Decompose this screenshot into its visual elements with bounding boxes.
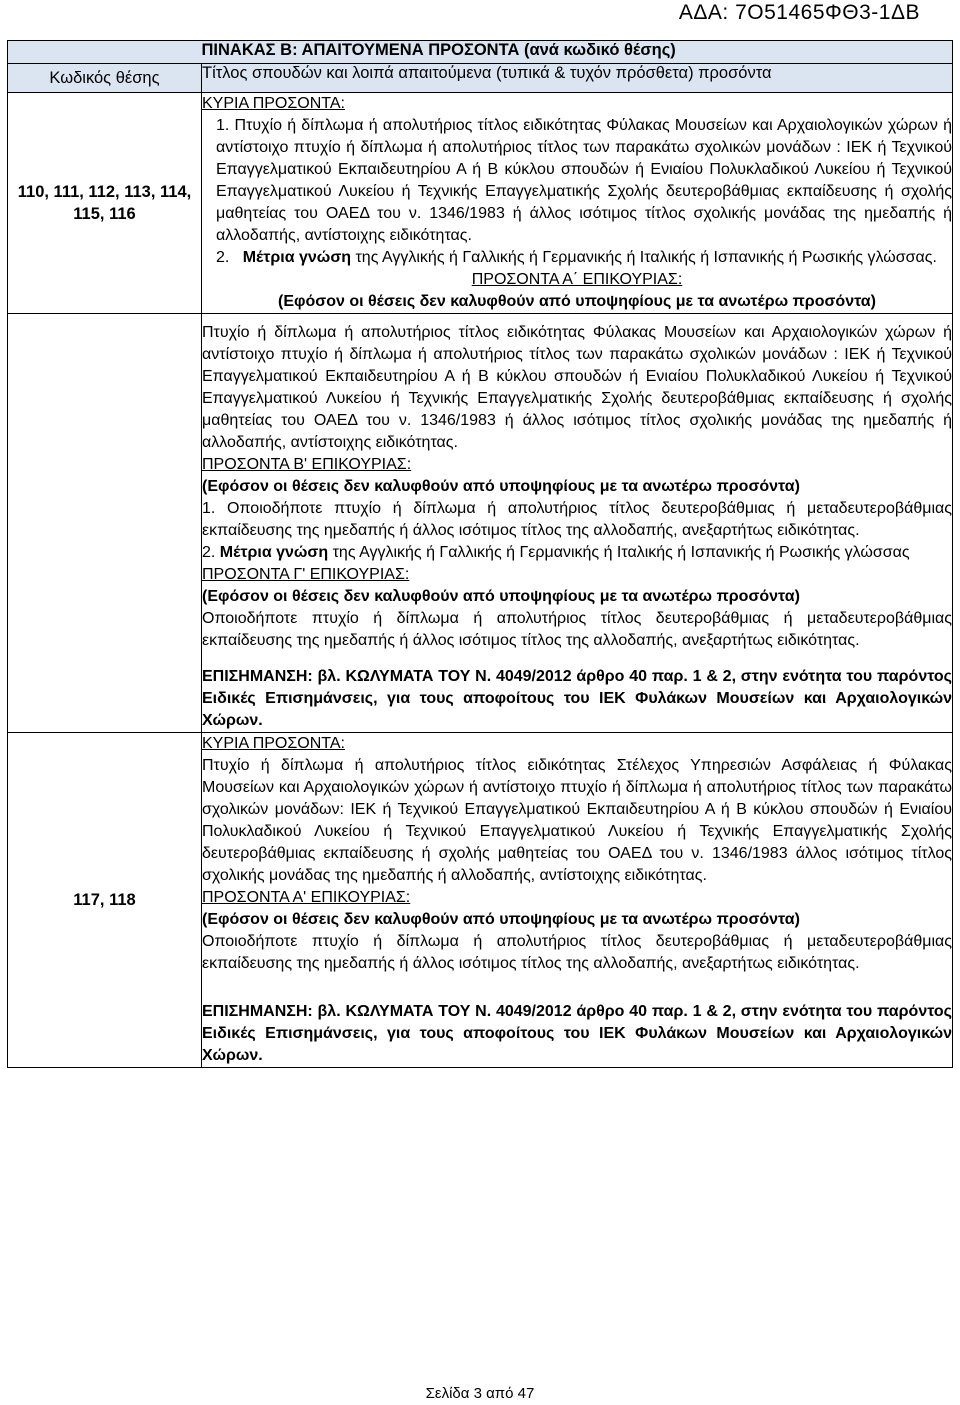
column-header-requirements: Τίτλος σπουδών και λοιπά απαιτούμενα (τυπικά & τυχόν πρόσθετα) προσόντα (202, 64, 953, 93)
table-row (8, 314, 953, 733)
requirements-cell (202, 314, 953, 733)
position-codes: 117, 118 (8, 733, 202, 1068)
aux-a-text: Πτυχίο ή δίπλωμα ή απολυτήριος τίτλος ειδικότητας Φύλακας Μουσείων και Αρχαιολογικών χώρων ή αντίστοιχο πτυχίο ή δίπλωμα ή απολυτήριος τίτλος των παρακάτω σχολικών μονάδων : ΙΕΚ ή Τεχνικού Επαγγελματικού Εκπαιδευτηρίου Α ή Β κύκλου σπουδών ή Ενιαίου Πολυκλαδικού Λυκείου ή Τεχνικού Επαγγελματικού Λυκείου ή Τεχνικής Επαγγελματικής Σχολής δευτεροβάθμιας εκπαίδευσης ή σχολής μαθητείας του ΟΑΕΔ του ν. 1346/1983 ή άλλος ισότιμος τίτλος σχολικής μονάδας της ημεδαπής ή αλλοδαπής, αντίστοιχης ειδικότητας. (202, 324, 952, 451)
notice: ΕΠΙΣΗΜΑΝΣΗ: βλ. ΚΩΛΥΜΑΤΑ ΤΟΥ Ν. 4049/2012 άρθρο 40 παρ. 1 & 2, στην ενότητα του παρόντος Ειδικές Επισημάνσεις, για τους αποφοίτους του ΙΕΚ Φυλάκων Μουσείων και Αρχαιολογικών Χώρων. (202, 1003, 952, 1064)
table-title-row (8, 41, 953, 64)
notice: ΕΠΙΣΗΜΑΝΣΗ: βλ. ΚΩΛΥΜΑΤΑ ΤΟΥ Ν. 4049/2012 άρθρο 40 παρ. 1 & 2, στην ενότητα του παρόντος Ειδικές Επισημάνσεις, για τους αποφοίτους του ΙΕΚ Φυλάκων Μουσείων και Αρχαιολογικών Χώρων. (202, 668, 952, 729)
aux-a-text: Οποιοδήποτε πτυχίο ή δίπλωμα ή απολυτήριος τίτλος δευτεροβάθμιας ή μεταδευτεροβάθμιας εκπαίδευσης της ημεδαπής ή άλλος ισότιμος τίτλος της αλλοδαπής, ανεξαρτήτως ειδικότητας. (202, 933, 952, 972)
qualifications-table (7, 40, 953, 1068)
ada-code: ΑΔΑ: 7Ο51465ΦΘ3-1ΔΒ (678, 1, 920, 24)
aux-b-2: 2. Μέτρια γνώση της Αγγλικής ή Γαλλικής ή Γερμανικής ή Ιταλικής ή Ισπανικής ή Ρωσικής γλώσσας (202, 544, 910, 561)
main-qualifications-heading: ΚΥΡΙΑ ΠΡΟΣΟΝΤΑ: (202, 95, 345, 112)
table-row (8, 733, 953, 1068)
aux-c-heading: ΠΡΟΣΟΝΤΑ Γ' ΕΠΙΚΟΥΡΙΑΣ: (202, 566, 410, 583)
requirements-cell (202, 733, 953, 1068)
table-header-row (8, 64, 953, 93)
page-number: Σελίδα 3 από 47 (425, 1385, 535, 1402)
table-title: ΠΙΝΑΚΑΣ Β: ΑΠΑΙΤΟΥΜΕΝΑ ΠΡΟΣΟΝΤΑ (ανά κωδικό θέσης) (202, 41, 953, 64)
aux-a-note: (Εφόσον οι θέσεις δεν καλυφθούν από υποψηφίους με τα ανωτέρω προσόντα) (202, 911, 800, 928)
aux-c-note: (Εφόσον οι θέσεις δεν καλυφθούν από υποψηφίους με τα ανωτέρω προσόντα) (202, 588, 800, 605)
main-qualification-text: Πτυχίο ή δίπλωμα ή απολυτήριος τίτλος ειδικότητας Στέλεχος Υπηρεσιών Ασφάλειας ή Φύλακας Μουσείων και Αρχαιολογικών χώρων ή αντίστοιχο πτυχίο ή δίπλωμα ή απολυτήριος τίτλος των παρακάτω σχολικών μονάδων: ΙΕΚ ή Τεχνικού Επαγγελματικού Εκπαιδευτηρίου Α ή Β κύκλου σπουδών ή Ενιαίου Πολυκλαδικού Λυκείου ή Τεχνικού Επαγγελματικού Λυκείου ή Τεχνικής Επαγγελματικής Σχολής δευτεροβάθμιας εκπαίδευσης ή σχολής μαθητείας του ΟΑΕΔ του ν. 1346/1983 άλλος ισότιμος τίτλος σχολικής μονάδας της ημεδαπής ή αλλοδαπής, αντίστοιχης ειδικότητας. (202, 757, 952, 884)
aux-a-heading: ΠΡΟΣΟΝΤΑ Α΄ ΕΠΙΚΟΥΡΙΑΣ: (471, 271, 683, 288)
main-qualifications-heading: ΚΥΡΙΑ ΠΡΟΣΟΝΤΑ: (202, 735, 345, 752)
column-header-code: Κωδικός θέσης (8, 64, 202, 93)
aux-c-text: Οποιοδήποτε πτυχίο ή δίπλωμα ή απολυτήριος τίτλος δευτεροβάθμιας ή μεταδευτεροβάθμιας εκπαίδευσης της ημεδαπής ή άλλος ισότιμος τίτλος της αλλοδαπής, ανεξαρτήτως ειδικότητας. (202, 610, 952, 649)
requirements-cell (202, 93, 953, 314)
aux-b-note: (Εφόσον οι θέσεις δεν καλυφθούν από υποψηφίους με τα ανωτέρω προσόντα) (202, 478, 800, 495)
position-codes: 110, 111, 112, 113, 114, 115, 116 (8, 93, 202, 314)
aux-b-1: 1. Οποιοδήποτε πτυχίο ή δίπλωμα ή απολυτήριος τίτλος δευτεροβάθμιας ή μεταδευτεροβάθμιας εκπαίδευσης της ημεδαπής ή άλλος ισότιμος τίτλος της αλλοδαπής, ανεξαρτήτως ειδικότητας. (202, 500, 952, 539)
aux-a-note: (Εφόσον οι θέσεις δεν καλυφθούν από υποψηφίους με τα ανωτέρω προσόντα) (278, 293, 876, 310)
table-row (8, 93, 953, 314)
main-qualification-2: 2. Μέτρια γνώση της Αγγλικής ή Γαλλικής ή Γερμανικής ή Ιταλικής ή Ισπανικής ή Ρωσικής γλώσσας. (216, 249, 937, 266)
aux-a-heading: ΠΡΟΣΟΝΤΑ Α' ΕΠΙΚΟΥΡΙΑΣ: (202, 889, 411, 906)
main-qualification-1: 1. Πτυχίο ή δίπλωμα ή απολυτήριος τίτλος ειδικότητας Φύλακας Μουσείων και Αρχαιολογικών χώρων ή αντίστοιχο πτυχίο ή δίπλωμα ή απολυτήριος τίτλος των παρακάτω σχολικών μονάδων : ΙΕΚ ή Τεχνικού Επαγγελματικού Εκπαιδευτηρίου Α ή Β κύκλου σπουδών ή Ενιαίου Πολυκλαδικού Λυκείου ή Τεχνικού Επαγγελματικού Λυκείου ή Τεχνικής Επαγγελματικής Σχολής δευτεροβάθμιας εκπαίδευσης ή σχολής μαθητείας του ΟΑΕΔ του ν. 1346/1983 ή άλλος ισότιμος τίτλος σχολικής μονάδας της ημεδαπής ή αλλοδαπής, αντίστοιχης ειδικότητας. (216, 117, 952, 244)
aux-b-heading: ΠΡΟΣΟΝΤΑ Β' ΕΠΙΚΟΥΡΙΑΣ: (202, 456, 412, 473)
